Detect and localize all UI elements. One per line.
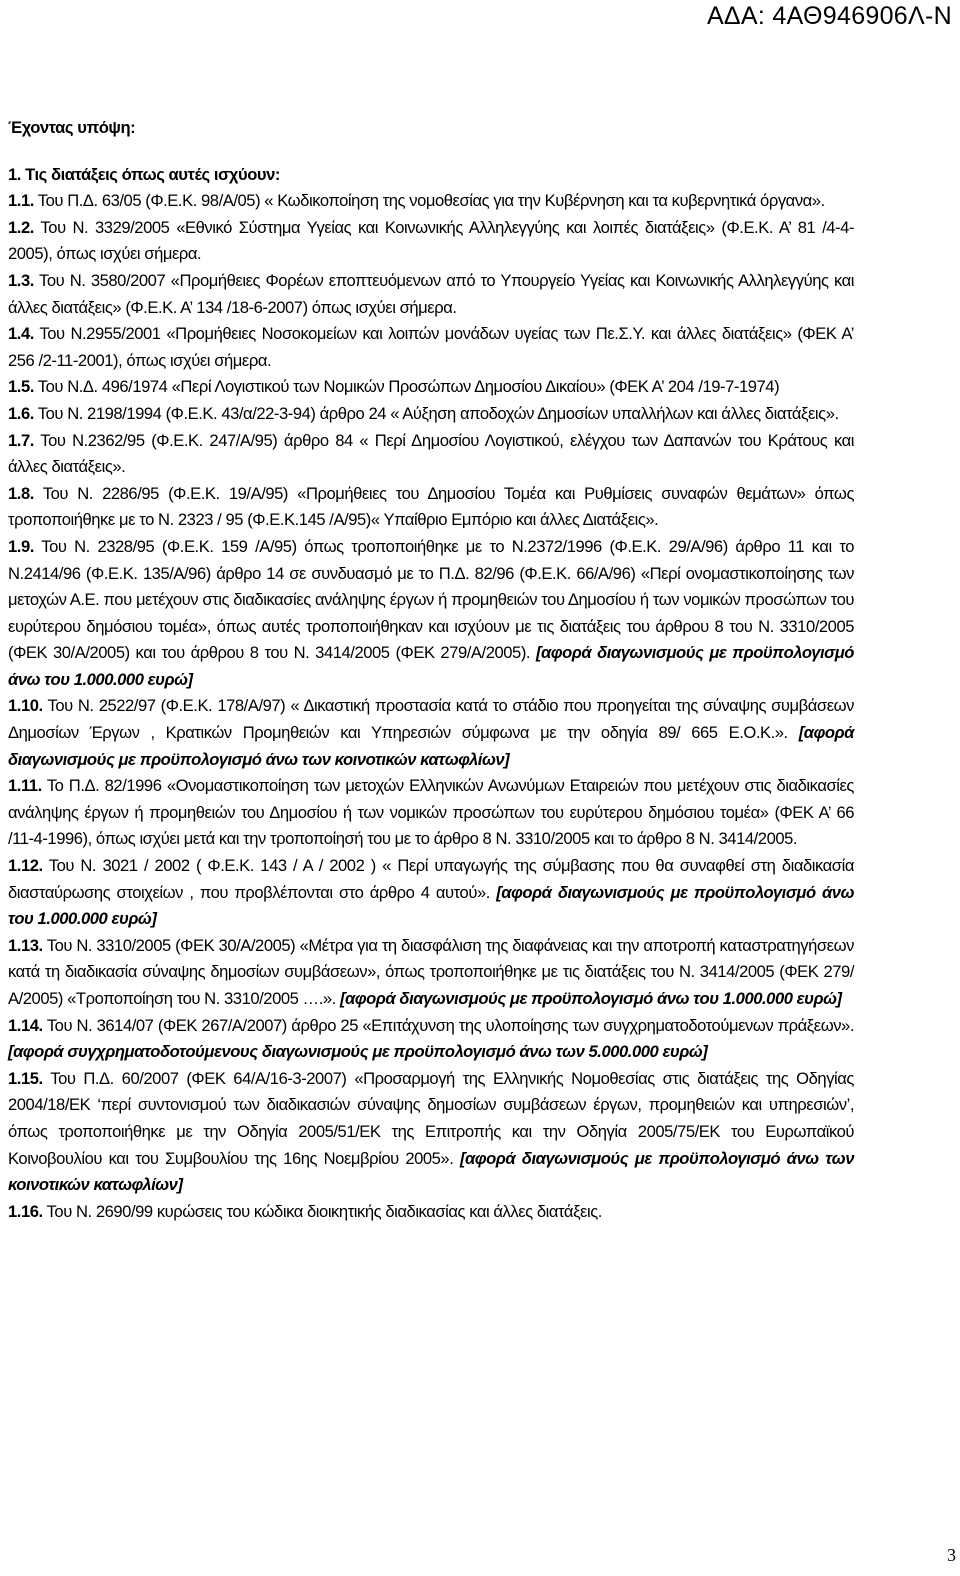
section-1-title: 1. Τις διατάξεις όπως αυτές ισχύουν:	[8, 164, 280, 184]
list-item	[8, 853, 854, 933]
item-number: 1.13.	[8, 935, 43, 955]
list-item	[8, 933, 854, 1013]
item-scope-note: [αφορά διαγωνισμούς με προϋπολογισμό άνω των κοινοτικών κατωφλίων]	[8, 723, 854, 769]
item-number: 1.4.	[8, 324, 34, 344]
item-text: Του Ν. 2286/95 (Φ.Ε.Κ. 19/Α/95) «Προμήθειες του Δημοσίου Τομέα και Ρυθμίσεις συναφών θεμάτων» όπως τροποποιήθηκε με το Ν. 2323 / 95 (Φ.Ε.Κ.145 /Α/95)« Υπαίθριο Εμπόριο και άλλες Διατάξεις».	[8, 483, 854, 530]
list-item	[8, 534, 854, 694]
item-text: Του Ν. 2198/1994 (Φ.Ε.Κ. 43/α/22-3-94) άρθρο 24 « Αύξηση αποδοχών Δημοσίων υπαλλήλων και άλλες διατάξεις».	[37, 403, 839, 423]
item-number: 1.7.	[8, 430, 34, 450]
list-item	[8, 481, 854, 534]
item-text: Του Ν. 3021 / 2002 ( Φ.Ε.Κ. 143 / Α / 2002 ) « Περί υπαγωγής της σύμβασης που θα συναφθεί στη διαδικασία διασταύρωσης στοιχείων , που προβλέπονται στο άρθρο 4 αυτού».	[8, 856, 854, 902]
item-text: Του Ν.2362/95 (Φ.Ε.Κ. 247/Α/95) άρθρο 84 « Περί Δημοσίου Λογιστικού, ελέγχου των Δαπανών του Κράτους και άλλες διατάξεις».	[8, 430, 854, 477]
item-text: Του Ν. 3329/2005 «Εθνικό Σύστημα Υγείας και Κοινωνικής Αλληλεγγύης και λοιπές διατάξεις» (Φ.Ε.Κ. Α’ 81 /4-4-2005), όπως ισχύει σήμερα.	[8, 217, 854, 264]
item-scope-note: [αφορά διαγωνισμούς με προϋπολογισμό άνω του 1.000.000 ευρώ]	[8, 882, 854, 929]
list-item	[8, 1013, 854, 1066]
item-number: 1.11.	[8, 776, 42, 796]
item-text: Του Ν. 2522/97 (Φ.Ε.Κ. 178/Α/97) « Δικαστική προστασία κατά το στάδιο που προηγείται της σύναψης συμβάσεων Δημοσίων Έργων , Κρατικών Προμηθειών και Υπηρεσιών σύμφωνα με την οδηγία 89/ 665 Ε.Ο.Κ.».	[8, 696, 854, 743]
document-body	[8, 115, 854, 1225]
item-text: Το Π.Δ. 82/1996 «Ονομαστικοποίηση των μετοχών Ελληνικών Ανωνύμων Εταιρειών που μετέχουν στις διαδικασίες ανάληψης έργων ή προμηθειών του Δημοσίου ή των νομικών προσώπων του ευρύτερου δημόσιου τομέα» (ΦΕΚ Α’ 66 /11-4-1996), όπως ισχύει μετά και την τροποποίησή του με το άρθρο 8 Ν. 3310/2005 και το άρθρο 8 Ν. 3414/2005.	[8, 776, 854, 849]
item-number: 1.10.	[8, 696, 43, 716]
item-scope-note: [αφορά διαγωνισμούς με προϋπολογισμό άνω του 1.000.000 ευρώ]	[339, 989, 842, 1008]
list-item	[8, 268, 854, 321]
list-item	[8, 374, 854, 401]
item-text: Του Ν.Δ. 496/1974 «Περί Λογιστικού των Νομικών Προσώπων Δημοσίου Δικαίου» (ΦΕΚ Α’ 204 /19-7-1974)	[37, 377, 780, 397]
item-number: 1.1.	[8, 191, 34, 211]
item-number: 1.6.	[8, 403, 34, 423]
list-item	[8, 188, 854, 215]
item-text: Του Ν. 3580/2007 «Προμήθειες Φορέων εποπτευόμενων από το Υπουργείο Υγείας και Κοινωνικής Αλληλεγγύης και άλλες διατάξεις» (Φ.Ε.Κ. Α’ 134 /18-6-2007) όπως ισχύει σήμερα.	[8, 270, 854, 317]
list-item	[8, 773, 854, 853]
item-number: 1.3.	[8, 270, 34, 290]
item-number: 1.14.	[8, 1015, 43, 1035]
item-number: 1.12.	[8, 856, 43, 876]
item-number: 1.2.	[8, 217, 34, 237]
item-text: Του Ν. 2328/95 (Φ.Ε.Κ. 159 /Α/95) όπως τροποποιήθηκε με το Ν.2372/1996 (Φ.Ε.Κ. 29/Α/96) άρθρο 11 και το Ν.2414/96 (Φ.Ε.Κ. 135/Α/96) άρθρο 14 σε συνδυασμό με το Π.Δ. 82/96 (Φ.Ε.Κ. 66/Α/96) «Περί ονομαστικοποίησης των μετοχών Α.Ε. που μετέχουν στις διαδικασίες ανάληψης έργων ή προμηθειών του Δημοσίου ή των νομικών προσώπων του ευρύτερου δημόσιου τομέα», όπως αυτές τροποποιήθηκαν και ισχύουν με τις διατάξεις του άρθρου 8 του Ν. 3310/2005 (ΦΕΚ 30/Α/2005) και του άρθρου 8 του Ν. 3414/2005 (ΦΕΚ 279/Α/2005).	[8, 536, 854, 663]
item-text: Του Π.Δ. 60/2007 (ΦΕΚ 64/Α/16-3-2007) «Προσαρμογή της Ελληνικής Νομοθεσίας στις διατάξεις της Οδηγίας 2004/18/ΕΚ ‘περί συντονισμού των διαδικασιών σύναψης δημοσίων συμβάσεων έργων, προμηθειών και υπηρεσιών’, όπως τροποποιήθηκε με την Οδηγία 2005/51/ΕΚ της Επιτροπής και την Οδηγία 2005/75/ΕΚ του Ευρωπαϊκού Κοινοβουλίου και του Συμβουλίου της 16ης Νοεμβρίου 2005».	[8, 1068, 854, 1168]
item-text: Του Ν. 3614/07 (ΦΕΚ 267/Α/2007) άρθρο 25 «Επιτάχυνση της υλοποίησης των συγχρηματοδοτούμενων πράξεων».	[46, 1015, 854, 1035]
item-text: Του Ν. 2690/99 κυρώσεις του κώδικα διοικητικής διαδικασίας και άλλες διατάξεις.	[46, 1201, 602, 1221]
list-item	[8, 1066, 854, 1199]
item-scope-note: [αφορά διαγωνισμούς με προϋπολογισμό άνω των κοινοτικών κατωφλίων]	[8, 1148, 854, 1195]
heading-considering: Έχοντας υπόψη:	[8, 118, 136, 137]
document-ada-code: ΑΔΑ: 4ΑΘ946906Λ-Ν	[706, 2, 952, 30]
item-number: 1.8.	[8, 483, 34, 503]
item-number: 1.5.	[8, 377, 34, 397]
item-number: 1.15.	[8, 1068, 43, 1088]
list-item	[8, 215, 854, 268]
item-text: Του Π.Δ. 63/05 (Φ.Ε.Κ. 98/Α/05) « Κωδικοποίηση της νομοθεσίας για την Κυβέρνηση και τα κυβερνητικά όργανα».	[37, 191, 825, 211]
page-number: 3	[947, 1545, 956, 1565]
item-text: Του Ν. 3310/2005 (ΦΕΚ 30/Α/2005) «Μέτρα για τη διασφάλιση της διαφάνειας και την αποτροπή καταστρατηγήσεων κατά τη διαδικασία σύναψης δημοσίων συμβάσεων», όπως τροποποιήθηκε με τις διατάξεις του Ν. 3414/2005 (ΦΕΚ 279/Α/2005) «Τροποποίηση του Ν. 3310/2005 ….».	[8, 935, 854, 1008]
item-number: 1.16.	[8, 1201, 43, 1221]
item-scope-note: [αφορά διαγωνισμούς με προϋπολογισμό άνω του 1.000.000 ευρώ]	[8, 643, 854, 689]
list-item	[8, 1199, 854, 1226]
item-scope-note: [αφορά συγχρηματοδοτούμενους διαγωνισμούς με προϋπολογισμό άνω των 5.000.000 ευρώ]	[8, 1042, 708, 1062]
list-item	[8, 401, 854, 428]
list-item	[8, 693, 854, 773]
item-number: 1.9.	[8, 536, 34, 556]
list-item	[8, 428, 854, 481]
list-item	[8, 321, 854, 374]
item-text: Του Ν.2955/2001 «Προμήθειες Νοσοκομείων και λοιπών μονάδων υγείας των Πε.Σ.Υ. και άλλες διατάξεις» (ΦΕΚ Α’ 256 /2-11-2001), όπως ισχύει σήμερα.	[8, 324, 854, 370]
legal-provisions-list	[8, 188, 854, 1225]
